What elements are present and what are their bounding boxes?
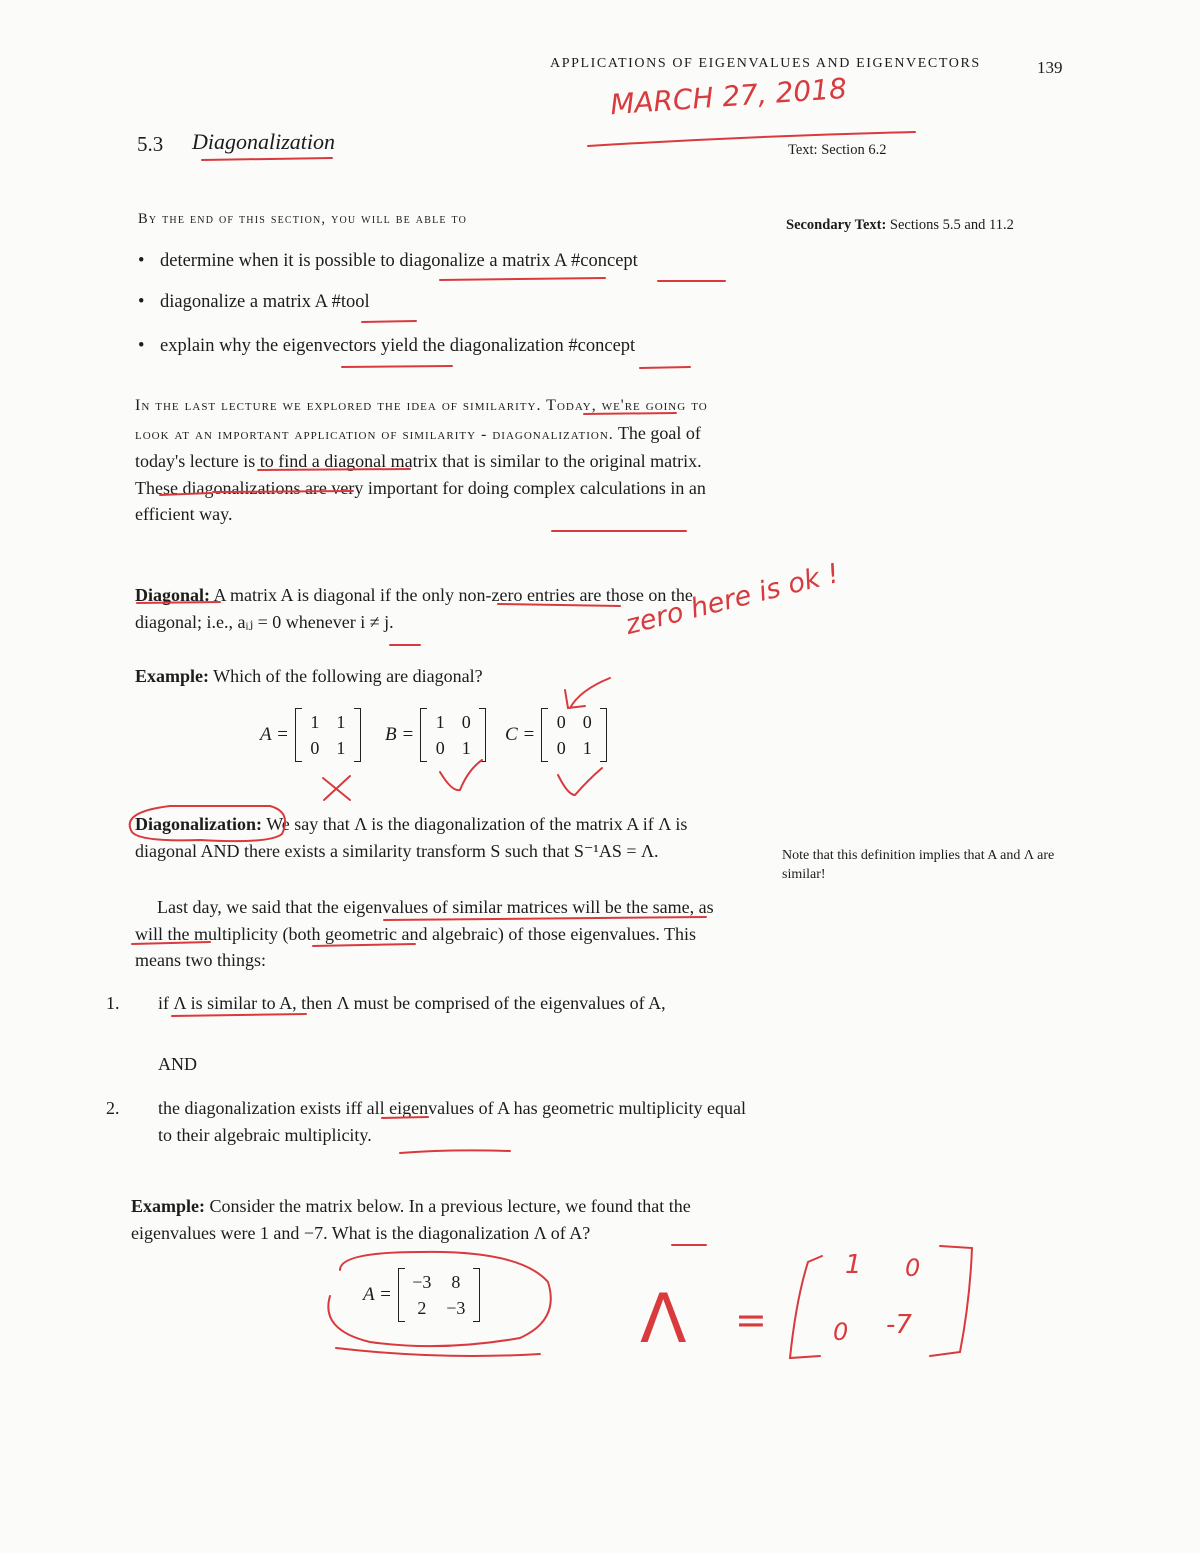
running-header: APPLICATIONS OF EIGENVALUES AND EIGENVECTORS: [550, 56, 981, 71]
handwritten-entry: 0: [833, 1318, 849, 1346]
example-2: [131, 1193, 741, 1246]
matrix-a: [260, 708, 361, 762]
left-bracket: [541, 708, 548, 762]
handwritten-equals: =: [735, 1298, 767, 1342]
diagonalization-text: We say that Λ is the diagonalization of the matrix A if Λ is diagonal AND there exists a similarity transform S such that S⁻¹AS = Λ.: [135, 814, 688, 861]
diagonal-definition: [135, 582, 705, 635]
goal-item: • diagonalize a matrix A #tool: [138, 292, 370, 312]
thing-2: 2. the diagonalization exists iff all eigenvalues of A has geometric multiplicity equal to their algebraic multiplicity.: [106, 1098, 747, 1145]
matrix-entries: 1 1 0 1: [310, 711, 346, 758]
last-day-paragraph: Last day, we said that the eigenvalues of similar matrices will be the same, as will the multiplicity (both geometric and algebraic) of those eigenvalues. This means two things:: [135, 897, 714, 970]
right-bracket-annotation: [930, 1246, 972, 1356]
underline: [440, 278, 605, 280]
example-1-question: [135, 663, 735, 690]
underline: [400, 1150, 510, 1153]
section-title: Diagonalization: [192, 129, 336, 154]
left-bracket-annotation: [790, 1256, 822, 1358]
matrix-entries: 0 0 0 1: [556, 711, 592, 758]
check-mark-icon: [558, 768, 602, 795]
title-underline: [202, 158, 332, 160]
matrix-b: [385, 708, 486, 762]
goal-item: • explain why the eigenvectors yield the diagonalization #concept: [138, 336, 636, 356]
example-label: Example:: [135, 666, 209, 686]
underline: [362, 321, 416, 322]
secondary-text-reference: [786, 217, 1014, 234]
diagonal-text: A matrix A is diagonal if the only non-zero entries are those on the diagonal; i.e., aᵢⱼ = 0 whenever i ≠ j.: [135, 585, 693, 632]
section-number: 5.3: [137, 132, 164, 156]
handwritten-entry: 0: [905, 1254, 921, 1282]
secondary-text-value: Sections 5.5 and 11.2: [889, 217, 1014, 233]
intro-rest: The goal of today's lecture is to find a diagonal matrix that is similar to the original matrix. These diagonalizations are very important for doing complex calculations in an efficient way.: [135, 422, 706, 524]
text-reference: Text: Section 6.2: [788, 142, 887, 158]
page-number: 139: [1037, 58, 1063, 77]
underline: [336, 1348, 540, 1356]
example-label: Example:: [131, 1196, 205, 1216]
thing-1: 1. if Λ is similar to A, then Λ must be comprised of the eigenvalues of A,: [106, 993, 666, 1013]
cross-mark-icon: [323, 776, 350, 800]
example-question: Which of the following are diagonal?: [209, 666, 483, 686]
matrix-label: A =: [260, 724, 289, 745]
handwritten-entry: 1: [845, 1250, 862, 1280]
goals-heading: By the end of this section, you will be able to: [138, 211, 468, 227]
underline: [640, 367, 690, 368]
matrix-label: A =: [363, 1284, 392, 1305]
diagonalization-definition: [135, 811, 730, 864]
matrix-a-example-2: [363, 1268, 480, 1322]
intro-lead: In the last lecture we explored the idea of similarity. Today, we're going to look at an important application of similarity - diagonalization.: [135, 397, 708, 443]
left-bracket: [295, 708, 302, 762]
diagonal-term: Diagonal:: [135, 585, 211, 605]
margin-note: Note that this definition implies that A and Λ are similar!: [782, 848, 1055, 882]
and-connector: AND: [158, 1054, 197, 1074]
goal-item: • determine when it is possible to diagonalize a matrix A #concept: [138, 251, 638, 271]
right-bracket: [600, 708, 607, 762]
matrix-entries: −3 8 2 −3: [412, 1271, 466, 1318]
matrix-label: C =: [505, 724, 536, 745]
matrix-label: B =: [385, 724, 415, 745]
left-bracket: [398, 1268, 405, 1322]
diagonalization-term: Diagonalization:: [135, 814, 263, 834]
left-bracket: [420, 708, 427, 762]
handwritten-zero-note: zero here is ok !: [622, 558, 843, 641]
example-2-text: Consider the matrix below. In a previous lecture, we found that the eigenvalues were 1 and −7. What is the diagonalization Λ of A?: [131, 1196, 691, 1243]
intro-paragraph: [135, 391, 735, 528]
secondary-text-label: Secondary Text:: [786, 217, 887, 233]
right-bracket: [473, 1268, 480, 1322]
handwritten-lambda: Λ: [640, 1280, 687, 1359]
handwritten-date: MARCH 27, 2018: [609, 71, 848, 122]
matrix-entries: 1 0 0 1: [435, 711, 471, 758]
right-bracket: [479, 708, 486, 762]
check-mark-icon: [440, 760, 482, 790]
handwritten-entry: -7: [886, 1310, 912, 1340]
right-bracket: [354, 708, 361, 762]
matrix-c: [505, 708, 607, 762]
underline: [342, 366, 452, 367]
